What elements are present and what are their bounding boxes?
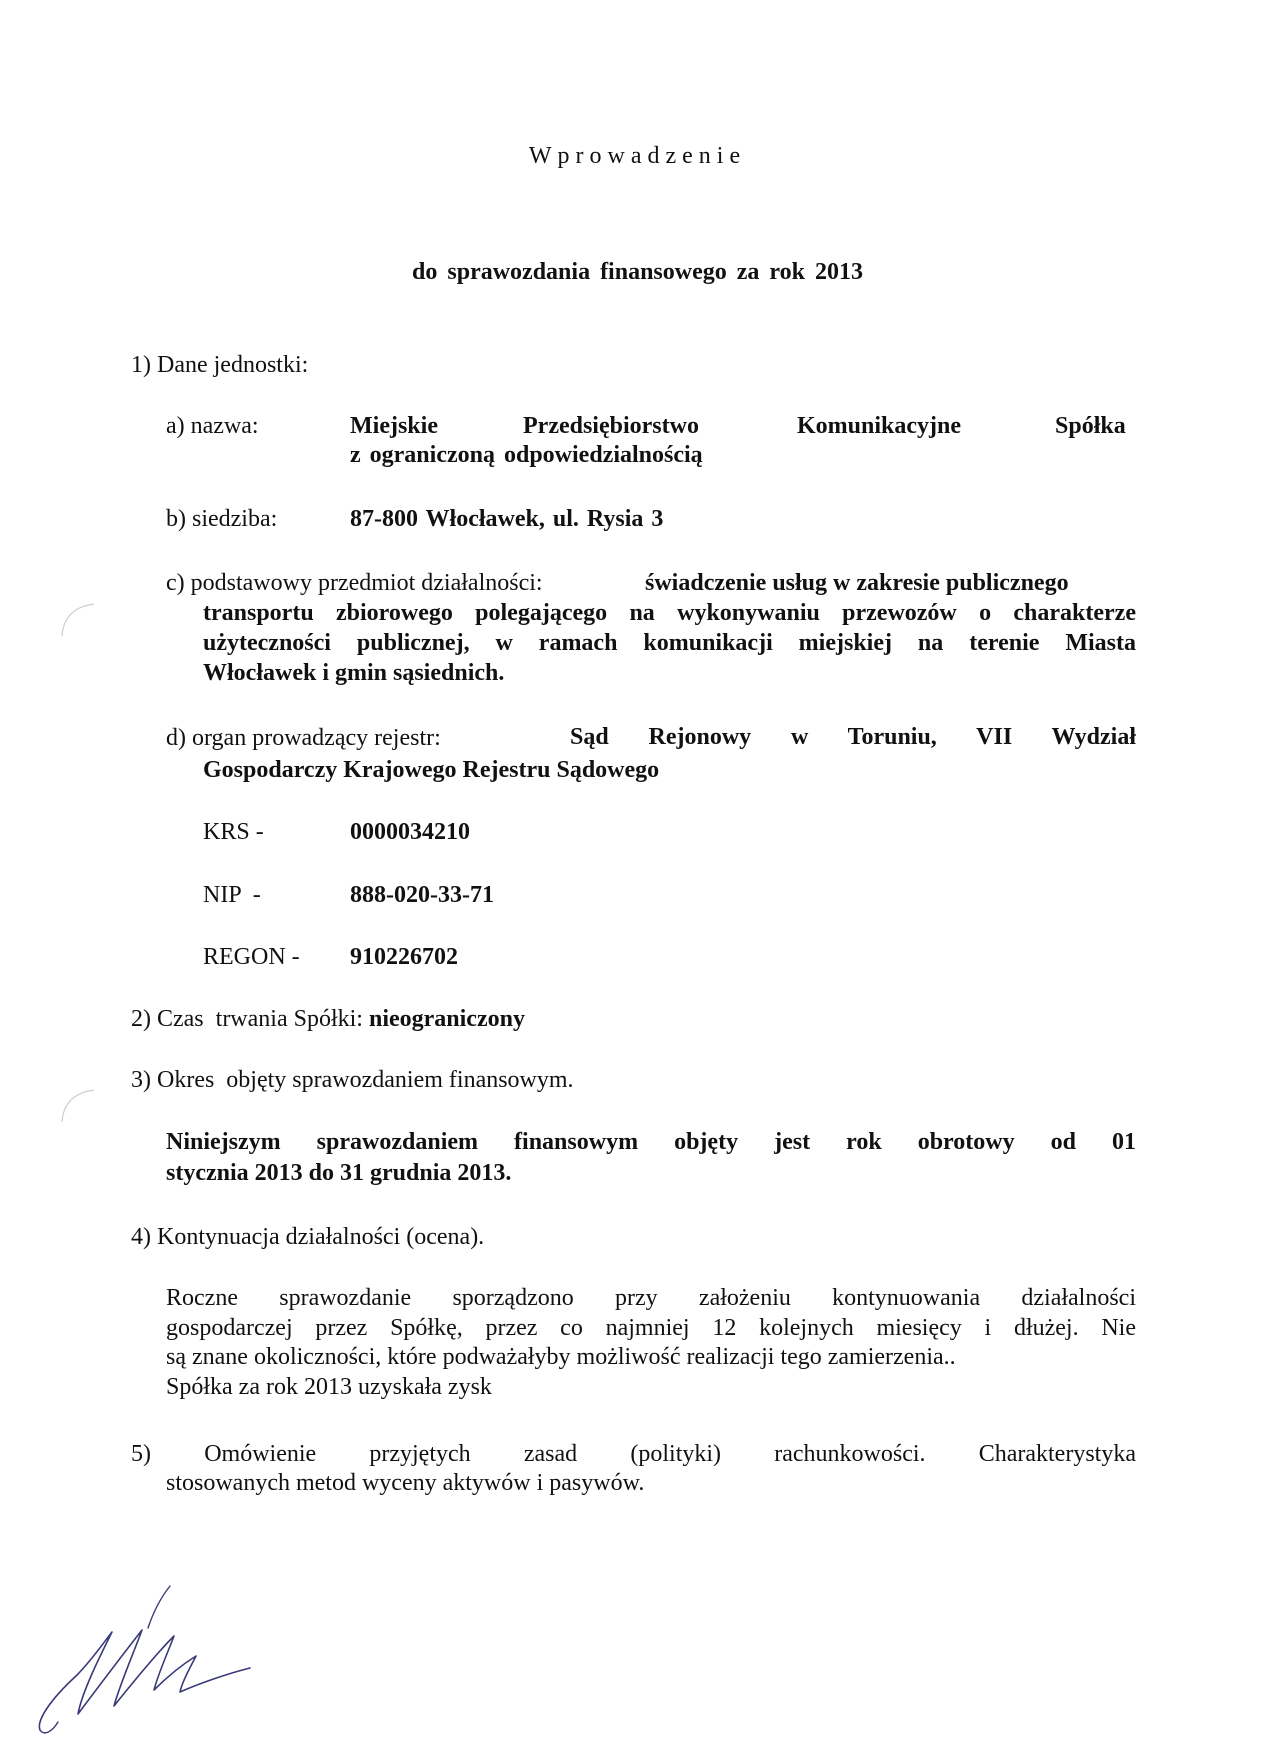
section-2-heading: [131, 1005, 525, 1033]
activity-label: c) podstawowy przedmiot działalności:: [166, 570, 543, 596]
krs-label: KRS -: [203, 819, 264, 845]
section-1-heading: 1) Dane jednostki:: [131, 352, 309, 378]
registry-value-line-2: Gospodarczy Krajowego Rejestru Sądowego: [203, 757, 660, 783]
nip-value: 888-020-33-71: [350, 882, 494, 908]
name-value-word-4: Spółka: [1055, 413, 1126, 439]
going-concern-line-4: Spółka za rok 2013 uzyskała zysk: [166, 1374, 492, 1400]
registry-value-line-1: Sąd Rejonowy w Toruniu, VII Wydział: [570, 724, 1136, 750]
period-line-2: stycznia 2013 do 31 grudnia 2013.: [166, 1160, 512, 1186]
section-4-heading: 4) Kontynuacja działalności (ocena).: [131, 1224, 485, 1250]
going-concern-line-1: Roczne sprawozdanie sporządzono przy założeniu kontynuowania działalności: [166, 1285, 1136, 1311]
activity-value-line-1: świadczenie usług w zakresie publicznego: [645, 570, 1069, 596]
section-2-label: 2) Czas trwania Spółki:: [131, 1006, 363, 1032]
nip-label: NIP -: [203, 882, 261, 908]
registry-label: d) organ prowadzący rejestr:: [166, 725, 441, 751]
activity-value-line-3: użyteczności publicznej, w ramach komunikacji miejskiej na terenie Miasta: [203, 630, 1136, 656]
name-value-word-1: Miejskie: [350, 413, 438, 439]
going-concern-line-2: gospodarczej przez Spółkę, przez co najmniej 12 kolejnych miesięcy i dłużej. Nie: [166, 1315, 1136, 1341]
section-5-line-2: stosowanych metod wyceny aktywów i pasywów.: [166, 1470, 645, 1496]
section-5-heading: 5) Omówienie przyjętych zasad (polityki) rachunkowości. Charakterystyka: [131, 1441, 1136, 1467]
going-concern-line-3: są znane okoliczności, które podważałyby możliwość realizacji tego zamierzenia..: [166, 1344, 956, 1370]
activity-value-line-2: transportu zbiorowego polegającego na wykonywaniu przewozów o charakterze: [203, 600, 1136, 626]
name-label: a) nazwa:: [166, 413, 259, 439]
name-value-word-3: Komunikacyjne: [797, 413, 962, 439]
regon-label: REGON -: [203, 944, 300, 970]
period-line-1: Niniejszym sprawozdaniem finansowym objęty jest rok obrotowy od 01: [166, 1129, 1136, 1155]
document-title: Wprowadzenie: [528, 143, 747, 169]
activity-value-line-4: Włocławek i gmin sąsiednich.: [203, 660, 505, 686]
handwritten-signature: [30, 1580, 270, 1740]
duration-value: nieograniczony: [368, 1006, 525, 1032]
regon-value: 910226702: [350, 944, 458, 970]
scan-artifact-arc-1: [58, 600, 98, 640]
seat-label: b) siedziba:: [166, 506, 278, 532]
scan-artifact-arc-2: [58, 1086, 98, 1126]
section-3-heading: 3) Okres objęty sprawozdaniem finansowym.: [131, 1067, 574, 1093]
krs-value: 0000034210: [350, 819, 470, 845]
name-value-line-2: z ograniczoną odpowiedzialnością: [350, 442, 703, 468]
seat-value: 87-800 Włocławek, ul. Rysia 3: [350, 506, 664, 532]
document-subtitle: do sprawozdania finansowego za rok 2013: [412, 259, 863, 285]
name-value-word-2: Przedsiębiorstwo: [523, 413, 699, 439]
